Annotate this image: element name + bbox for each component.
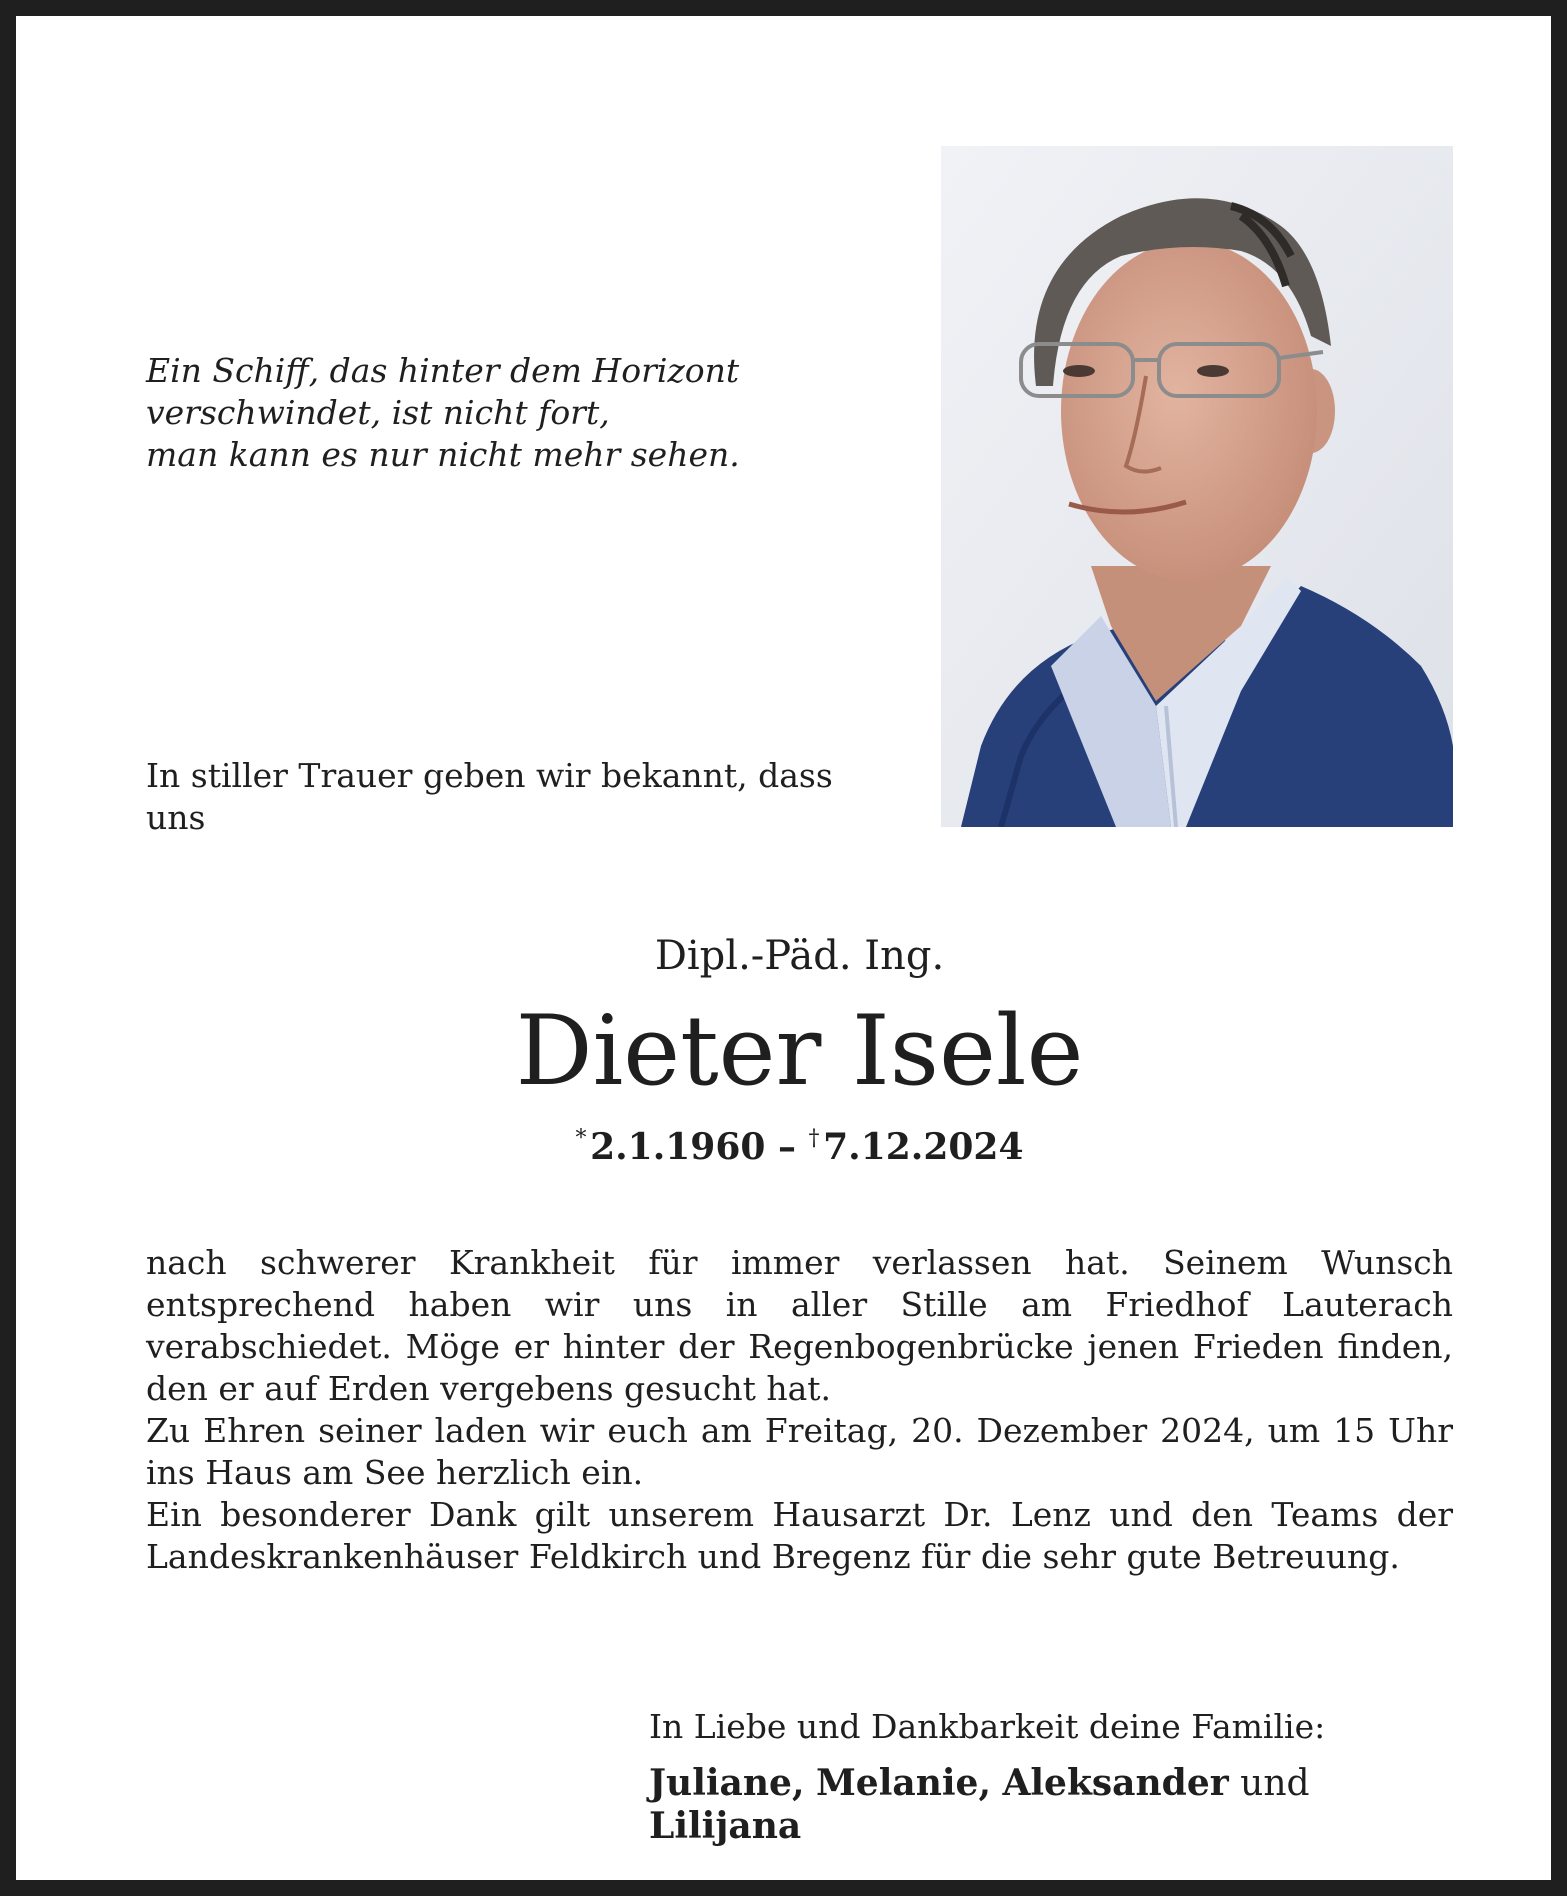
body-paragraph: Ein besonderer Dank gilt unserem Hausarzt Dr. Lenz und den Teams der Landeskrankenhäuser Feldkirch und Bregenz für die sehr gute Betreuung. <box>146 1495 1453 1576</box>
memorial-quote <box>146 350 906 476</box>
deceased-name: Dieter Isele <box>515 995 1084 1107</box>
quote-line: Ein Schiff, das hinter dem Horizont <box>146 351 740 390</box>
family-signature <box>649 1706 1429 1848</box>
birth-date: 2.1.1960 <box>590 1126 766 1168</box>
conjunction: und <box>1240 1763 1310 1804</box>
quote-line: man kann es nur nicht mehr sehen. <box>146 435 740 474</box>
body-paragraph: Zu Ehren seiner laden wir euch am Freitag, 20. Dezember 2024, um 15 Uhr ins Haus am See herzlich ein. <box>146 1411 1453 1492</box>
family-name: Lilijana <box>649 1805 802 1847</box>
intro-text: In stiller Trauer geben wir bekannt, dass uns <box>146 756 833 837</box>
obituary-body <box>146 1242 1453 1578</box>
family-name: Juliane, <box>649 1762 805 1804</box>
quote-line: verschwindet, ist nicht fort, <box>146 393 610 432</box>
academic-title: Dipl.-Päd. Ing. <box>654 933 945 979</box>
family-name: Melanie, <box>815 1762 991 1804</box>
family-name: Aleksander <box>1002 1762 1229 1804</box>
birth-star-icon: * <box>575 1126 587 1151</box>
family-names <box>649 1762 1429 1848</box>
body-paragraph: nach schwerer Krankheit für immer verlassen hat. Seinem Wunsch entsprechend haben wir uns in aller Stille am Friedhof Lauterach verabschiedet. Möge er hinter der Regenbogenbrücke jenen Frieden finden, den er auf Erden vergebens gesucht hat. <box>146 1243 1453 1408</box>
signature-line: In Liebe und Dankbarkeit deine Familie: <box>649 1707 1326 1746</box>
death-cross-icon: † <box>808 1126 820 1151</box>
life-dates <box>16 1114 1567 1172</box>
death-date: 7.12.2024 <box>823 1126 1024 1168</box>
portrait-illustration <box>941 146 1453 827</box>
date-separator: – <box>777 1126 796 1168</box>
portrait-photo <box>941 146 1453 827</box>
